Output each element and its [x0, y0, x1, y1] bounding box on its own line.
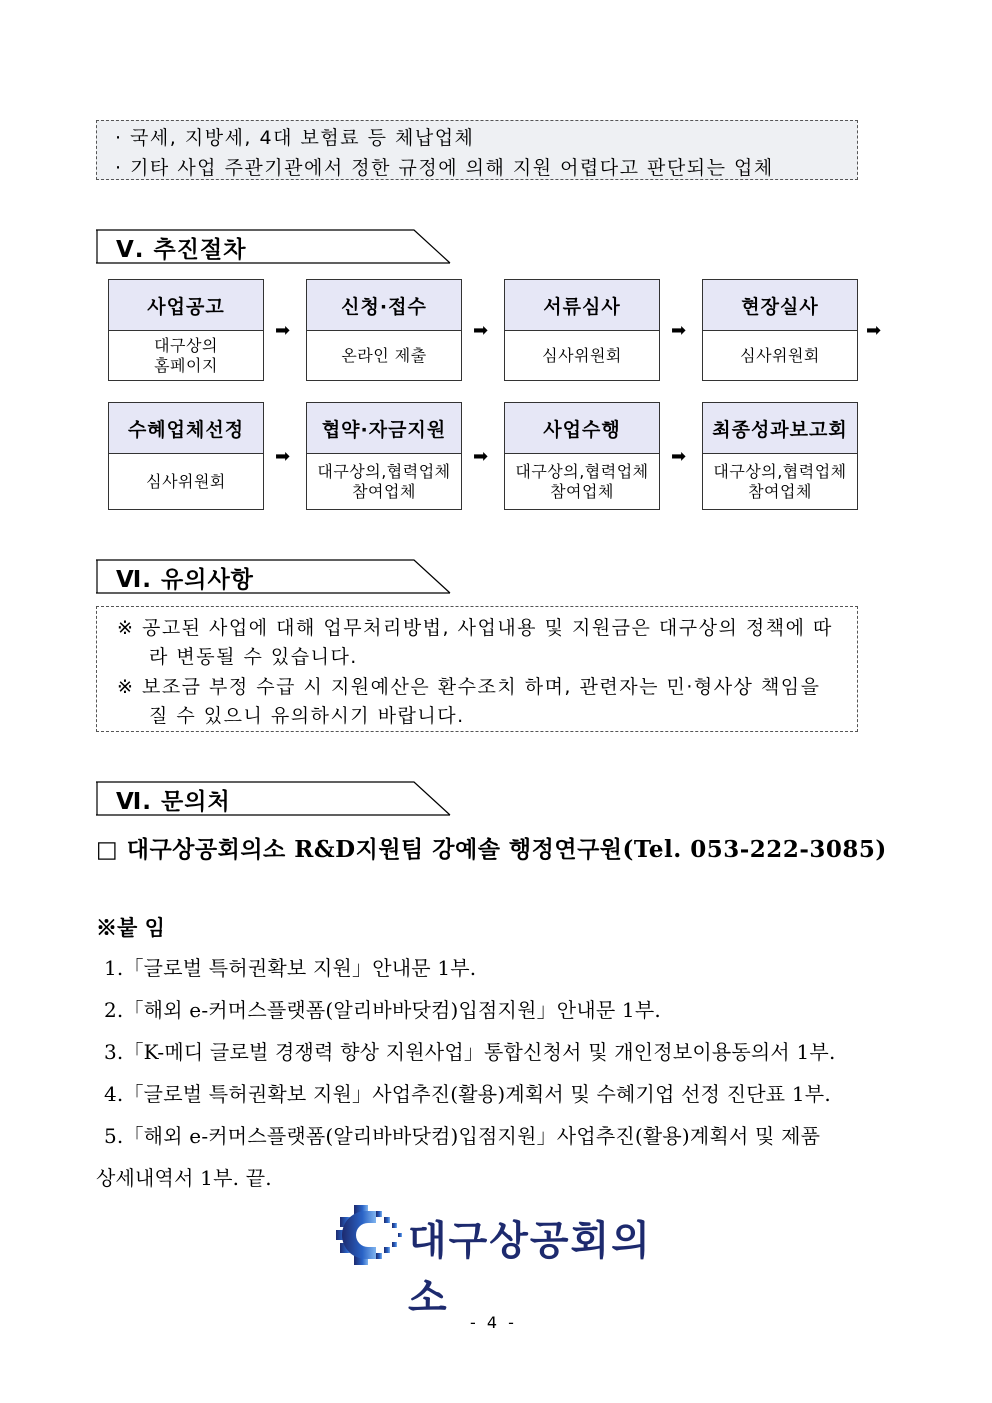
- attachment-item: 상세내역서 1부. 끝.: [96, 1166, 272, 1190]
- notes-box: [96, 606, 858, 732]
- attachment-item: 3.「K-메디 글로벌 경쟁력 향상 지원사업」통합신청서 및 개인정보이용동의서 1부.: [104, 1040, 836, 1064]
- logo-text: 대구상공회의소: [408, 1218, 652, 1321]
- flow-step-text: 참여업체: [550, 482, 614, 501]
- flow-step-body: [505, 331, 659, 381]
- page-number: - 4 -: [470, 1313, 517, 1332]
- flow-step-body: [307, 454, 461, 510]
- attachments-title: ※붙 임: [96, 915, 165, 940]
- section-title: Ⅴ. 추진절차: [116, 237, 247, 263]
- flow-step-title: 최종성과보고회: [703, 403, 857, 454]
- section-header-notes: [96, 559, 452, 593]
- arrow-right-icon: ➡: [671, 320, 687, 341]
- flow-step: [504, 279, 660, 381]
- section-title: Ⅵ. 문의처: [116, 789, 231, 815]
- flow-step: [504, 402, 660, 510]
- eligibility-line: · 국세, 지방세, 4대 보험료 등 체납업체: [115, 127, 475, 149]
- flow-step-title: 사업공고: [109, 280, 263, 331]
- flow-step: [702, 279, 858, 381]
- flow-step: [702, 402, 858, 510]
- flow-step-text: 참여업체: [748, 482, 812, 501]
- arrow-right-icon: ➡: [866, 320, 882, 341]
- attachment-item: 5.「해외 e-커머스플랫폼(알리바바닷컴)입점지원」사업추진(활용)계획서 및 제품: [104, 1124, 821, 1148]
- flow-step-text: 대구상의: [154, 336, 218, 355]
- flow-step-text: 홈페이지: [154, 356, 218, 375]
- attachment-item: 1.「글로벌 특허권확보 지원」안내문 1부.: [104, 956, 477, 980]
- attachment-item: 2.「해외 e-커머스플랫폼(알리바바닷컴)입점지원」안내문 1부.: [104, 998, 661, 1022]
- flow-step: [108, 402, 264, 510]
- section-title: Ⅵ. 유의사항: [116, 567, 254, 593]
- arrow-right-icon: ➡: [473, 446, 489, 467]
- flow-step-text: 온라인 제출: [341, 346, 427, 365]
- flow-step-title: 신청·접수: [307, 280, 461, 331]
- gear-logo-icon: [336, 1203, 416, 1267]
- flow-step-body: [109, 454, 263, 510]
- note-line: ※ 보조금 부정 수급 시 지원예산은 환수조치 하며, 관련자는 민·형사상 책임을: [117, 676, 821, 698]
- flow-step-text: 대구상의,협력업체: [515, 462, 649, 481]
- flow-step-title: 협약·자금지원: [307, 403, 461, 454]
- organization-logo: [336, 1203, 666, 1321]
- section-header-contact: [96, 781, 452, 815]
- arrow-right-icon: ➡: [671, 446, 687, 467]
- flow-step-body: [307, 331, 461, 381]
- flow-step-text: 심사위원회: [542, 346, 622, 365]
- flow-step: [306, 402, 462, 510]
- flow-step-text: 참여업체: [352, 482, 416, 501]
- flow-step: [306, 279, 462, 381]
- contact-line: □ 대구상공회의소 R&D지원팀 강예솔 행정연구원(Tel. 053-222-3085): [96, 836, 887, 863]
- arrow-right-icon: ➡: [275, 446, 291, 467]
- flow-step-text: 심사위원회: [146, 472, 226, 491]
- flow-step-title: 수혜업체선정: [109, 403, 263, 454]
- eligibility-box: [96, 120, 858, 180]
- flow-step: [108, 279, 264, 381]
- flow-step-body: [703, 454, 857, 510]
- flow-step-title: 사업수행: [505, 403, 659, 454]
- flow-step-title: 서류심사: [505, 280, 659, 331]
- eligibility-line: · 기타 사업 주관기관에서 정한 규정에 의해 지원 어렵다고 판단되는 업체: [115, 157, 774, 179]
- note-line: 라 변동될 수 있습니다.: [149, 646, 358, 668]
- flow-step-text: 대구상의,협력업체: [713, 462, 847, 481]
- flow-step-body: [505, 454, 659, 510]
- attachment-item: 4.「글로벌 특허권확보 지원」사업추진(활용)계획서 및 수혜기업 선정 진단표 1부.: [104, 1082, 831, 1106]
- flow-step-title: 현장실사: [703, 280, 857, 331]
- flow-step-text: 대구상의,협력업체: [317, 462, 451, 481]
- arrow-right-icon: ➡: [473, 320, 489, 341]
- section-header-procedure: [96, 229, 452, 263]
- note-line: 질 수 있으니 유의하시기 바랍니다.: [149, 705, 465, 727]
- note-line: ※ 공고된 사업에 대해 업무처리방법, 사업내용 및 지원금은 대구상의 정책에 따: [117, 617, 833, 639]
- flow-step-text: 심사위원회: [740, 346, 820, 365]
- flow-step-body: [703, 331, 857, 381]
- arrow-right-icon: ➡: [275, 320, 291, 341]
- flow-step-body: [109, 331, 263, 381]
